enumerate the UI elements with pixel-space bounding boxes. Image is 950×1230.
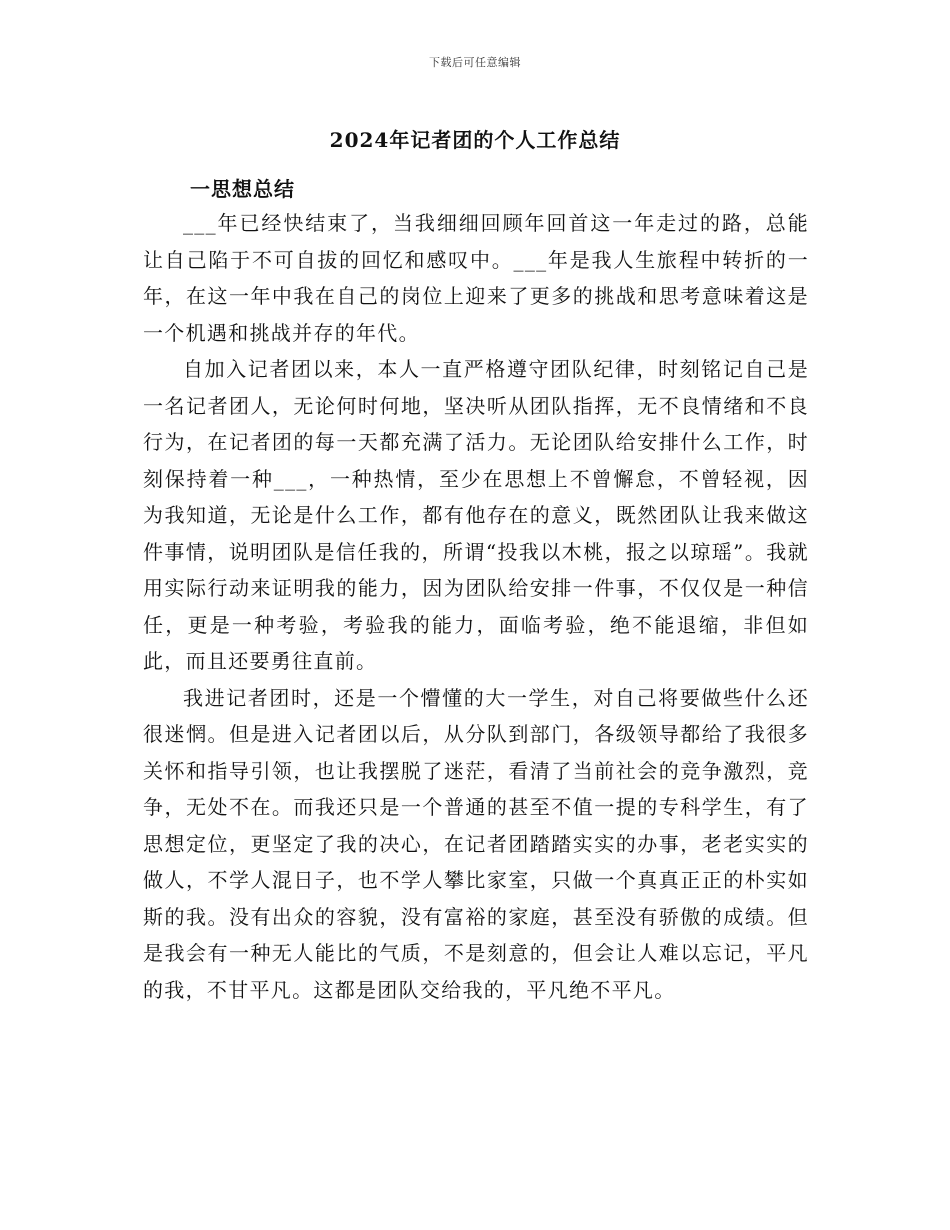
paragraph-1: ___年已经快结束了，当我细细回顾年回首这一年走过的路，总能让自己陷于不可自拔的回忆和感叹中。___年是我人生旅程中转折的一年，在这一年中我在自己的岗位上迎来了更多的挑战和思考意味着这是一个机遇和挑战并存的年代。 bbox=[143, 211, 809, 345]
section-heading: 一思想总结 bbox=[190, 177, 295, 201]
document-body bbox=[143, 205, 809, 1008]
paragraph-3: 我进记者团时，还是一个懵懂的大一学生，对自己将要做些什么还很迷惘。但是进入记者团以后，从分队到部门，各级领导都给了我很多关怀和指导引领，也让我摆脱了迷茫，看清了当前社会的竞争激烈，竞争，无处不在。而我还只是一个普通的甚至不值一提的专科学生，有了思想定位，更坚定了我的决心，在记者团踏踏实实的办事，老老实实的做人，不学人混日子，也不学人攀比家室，只做一个真真正正的朴实如斯的我。没有出众的容貌，没有富裕的家庭，甚至没有骄傲的成绩。但是我会有一种无人能比的气质，不是刻意的，但会让人难以忘记，平凡的我，不甘平凡。这都是团队交给我的，平凡绝不平凡。 bbox=[143, 685, 809, 1002]
document-title: 2024年记者团的个人工作总结 bbox=[329, 128, 621, 152]
header-note: 下载后可任意编辑 bbox=[429, 56, 521, 69]
paragraph-2: 自加入记者团以来，本人一直严格遵守团队纪律，时刻铭记自己是一名记者团人，无论何时何地，坚决听从团队指挥，无不良情绪和不良行为，在记者团的每一天都充满了活力。无论团队给安排什么工作，时刻保持着一种___，一种热情，至少在思想上不曾懈怠，不曾轻视，因为我知道，无论是什么工作，都有他存在的意义，既然团队让我来做这件事情，说明团队是信任我的，所谓“投我以木桃，报之以琼瑶”。我就用实际行动来证明我的能力，因为团队给安排一件事，不仅仅是一种信任，更是一种考验，考验我的能力，面临考验，绝不能退缩，非但如此，而且还要勇往直前。 bbox=[143, 357, 809, 673]
